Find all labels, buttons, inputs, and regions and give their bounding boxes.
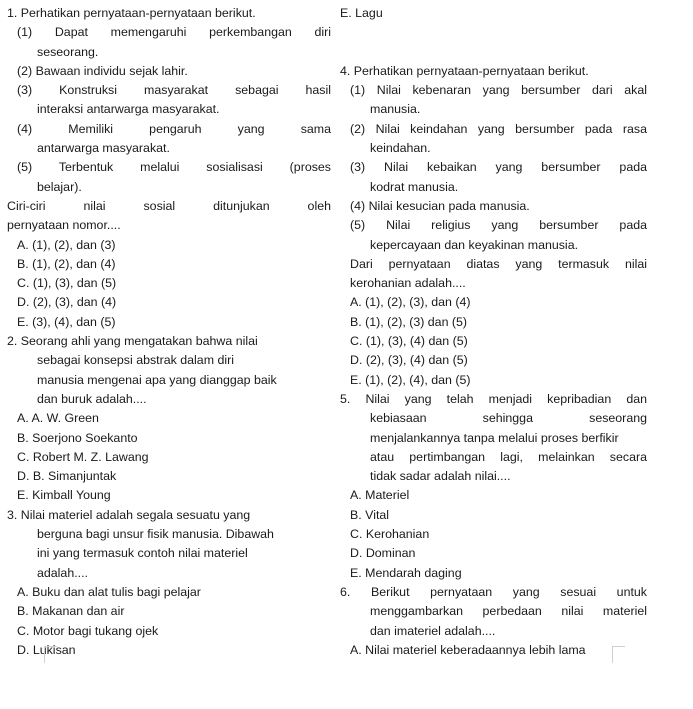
spacer bbox=[340, 23, 647, 42]
crop-mark bbox=[44, 646, 57, 663]
question-4-prompt: Dari pernyataan diatas yang termasuk nilai bbox=[350, 256, 647, 271]
statement-line: (1) Nilai kebenaran yang bersumber dari akal bbox=[350, 83, 647, 98]
statement-line: belajar). bbox=[37, 179, 82, 194]
crop-mark bbox=[612, 646, 625, 663]
answer-option: E. Kimball Young bbox=[17, 488, 111, 503]
answer-option: A. Buku dan alat tulis bagi pelajar bbox=[17, 584, 201, 599]
answer-option: D. (2), (3), dan (4) bbox=[17, 295, 117, 310]
question-2-stem: dan buruk adalah.... bbox=[37, 391, 147, 406]
answer-option: D. Lukisan bbox=[17, 642, 76, 657]
question-6-stem: 6. Berikut pernyataan yang sesuai untuk bbox=[340, 584, 647, 599]
question-2-stem: 2. Seorang ahli yang mengatakan bahwa nilai bbox=[7, 334, 258, 349]
answer-option: A. (1), (2), dan (3) bbox=[17, 237, 116, 252]
statement-line: seseorang. bbox=[37, 44, 99, 59]
answer-option: C. Kerohanian bbox=[350, 527, 430, 542]
statement-line: (4) Memiliki pengaruh yang sama bbox=[17, 121, 331, 136]
question-5-stem: menjalankannya tanpa melalui proses berfikir bbox=[370, 430, 619, 445]
question-2-stem: sebagai konsepsi abstrak dalam diri bbox=[37, 353, 234, 368]
statement-line: (3) Nilai kebaikan yang bersumber pada bbox=[350, 160, 647, 175]
statement-line: antarwarga masyarakat. bbox=[37, 141, 170, 156]
question-5-stem: tidak sadar adalah nilai.... bbox=[370, 469, 511, 484]
statement-line: kodrat manusia. bbox=[370, 179, 459, 194]
statement-line: (3) Konstruksi masyarakat sebagai hasil bbox=[17, 83, 331, 98]
statement-line: (1) Dapat memengaruhi perkembangan diri bbox=[17, 25, 331, 40]
question-3-stem: 3. Nilai materiel adalah segala sesuatu yang bbox=[7, 507, 251, 522]
question-4-stem: 4. Perhatikan pernyataan-pernyataan berikut. bbox=[340, 63, 589, 78]
statement-line: (5) Terbentuk melalui sosialisasi (proses bbox=[17, 160, 331, 175]
answer-option: E. Lagu bbox=[340, 6, 383, 20]
question-1-prompt: Ciri-ciri nilai sosial ditunjukan oleh bbox=[7, 198, 331, 213]
answer-option: B. Soerjono Soekanto bbox=[17, 430, 138, 445]
spacer bbox=[340, 43, 647, 62]
statement-line: manusia. bbox=[370, 102, 421, 117]
answer-option: C. Robert M. Z. Lawang bbox=[17, 449, 149, 464]
statement-line: (4) Nilai kesucian pada manusia. bbox=[350, 198, 530, 213]
question-3-stem: adalah.... bbox=[37, 565, 88, 580]
question-3-stem: berguna bagi unsur fisik manusia. Dibawah bbox=[37, 527, 274, 542]
question-6-stem: dan imateriel adalah.... bbox=[370, 623, 496, 638]
question-1-prompt: pernyataan nomor.... bbox=[7, 218, 121, 233]
statement-line: keindahan. bbox=[370, 141, 431, 156]
answer-option: D. B. Simanjuntak bbox=[17, 469, 117, 484]
answer-option: B. (1), (2), (3) dan (5) bbox=[350, 314, 468, 329]
answer-option: E. (3), (4), dan (5) bbox=[17, 314, 116, 329]
answer-option: A. Nilai materiel keberadaannya lebih lama bbox=[350, 642, 586, 657]
question-1-stem: 1. Perhatikan pernyataan-pernyataan berikut. bbox=[7, 6, 256, 20]
question-3-stem: ini yang termasuk contoh nilai materiel bbox=[37, 546, 248, 561]
answer-option: B. Makanan dan air bbox=[17, 604, 125, 619]
statement-line: (2) Bawaan individu sejak lahir. bbox=[17, 63, 188, 78]
answer-option: A. A. W. Green bbox=[17, 411, 99, 426]
statement-line: (2) Nilai keindahan yang bersumber pada rasa bbox=[350, 121, 647, 136]
question-2-stem: manusia mengenai apa yang dianggap baik bbox=[37, 372, 277, 387]
answer-option: E. Mendarah daging bbox=[350, 565, 462, 580]
answer-option: C. (1), (3), (4) dan (5) bbox=[350, 334, 468, 349]
left-column bbox=[7, 4, 331, 660]
answer-option: D. Dominan bbox=[350, 546, 416, 561]
answer-option: A. (1), (2), (3), dan (4) bbox=[350, 295, 471, 310]
answer-option: C. Motor bagi tukang ojek bbox=[17, 623, 159, 638]
question-5-stem: kebiasaan sehingga seseorang bbox=[370, 411, 647, 426]
answer-option: C. (1), (3), dan (5) bbox=[17, 276, 117, 291]
statement-line: kepercayaan dan keyakinan manusia. bbox=[370, 237, 579, 252]
answer-option: B. Vital bbox=[350, 507, 390, 522]
right-column bbox=[340, 4, 647, 660]
answer-option: D. (2), (3), (4) dan (5) bbox=[350, 353, 468, 368]
statement-line: interaksi antarwarga masyarakat. bbox=[37, 102, 220, 117]
statement-line: (5) Nilai religius yang bersumber pada bbox=[350, 218, 647, 233]
question-6-stem: menggambarkan perbedaan nilai materiel bbox=[370, 604, 647, 619]
answer-option: B. (1), (2), dan (4) bbox=[17, 256, 116, 271]
question-4-prompt: kerohanian adalah.... bbox=[350, 276, 466, 291]
answer-option: E. (1), (2), (4), dan (5) bbox=[350, 372, 471, 387]
question-5-stem: 5. Nilai yang telah menjadi kepribadian dan bbox=[340, 391, 647, 406]
question-5-stem: atau pertimbangan lagi, melainkan secara bbox=[370, 449, 647, 464]
answer-option: A. Materiel bbox=[350, 488, 410, 503]
